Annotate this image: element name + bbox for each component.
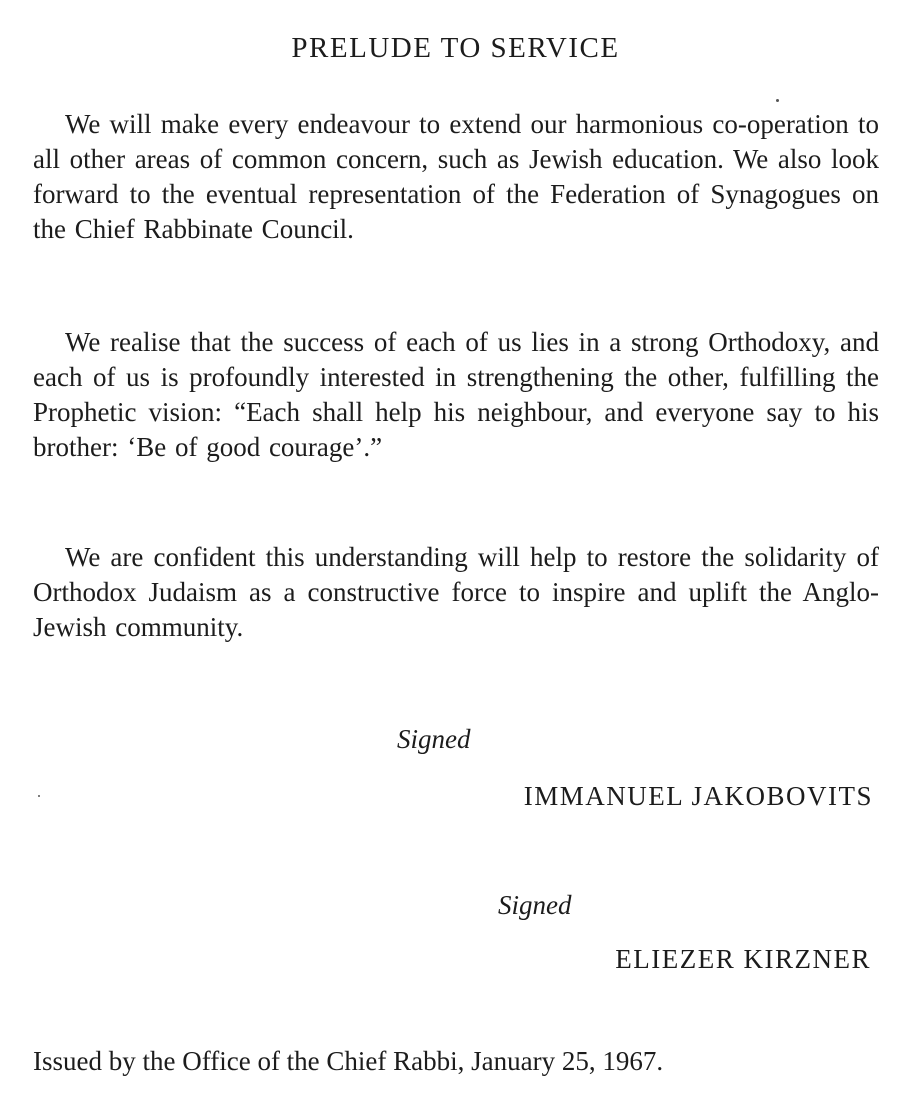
document-title: PRELUDE TO SERVICE <box>291 32 620 64</box>
issued-by-footer: Issued by the Office of the Chief Rabbi, January 25, 1967. <box>33 1046 664 1076</box>
signed-label: Signed <box>397 724 471 754</box>
print-speck <box>38 795 40 797</box>
paragraph-cooperation: We will make every endeavour to extend our harmonious co-operation to all other areas of common concern, such as Jewish education. We also look forward to the eventual representation of the Federation of Synagogues on the Chief Rabbinate Council. <box>33 109 879 244</box>
signatory-name: ELIEZER KIRZNER <box>615 944 871 974</box>
print-speck <box>776 99 779 102</box>
signatory-name: IMMANUEL JAKOBOVITS <box>523 781 873 811</box>
signed-label: Signed <box>498 890 572 920</box>
paragraph-orthodoxy: We realise that the success of each of us lies in a strong Orthodoxy, and each of us is profoundly interested in strengthening the other, fulfilling the Prophetic vision: “Each shall help his neighbour, and everyone say to his brother: ‘Be of good courage’.” <box>33 327 879 462</box>
paragraph-solidarity: We are confident this understanding will help to restore the solidarity of Orthodox Judaism as a constructive force to inspire and uplift the Anglo-Jewish community. <box>33 542 879 642</box>
